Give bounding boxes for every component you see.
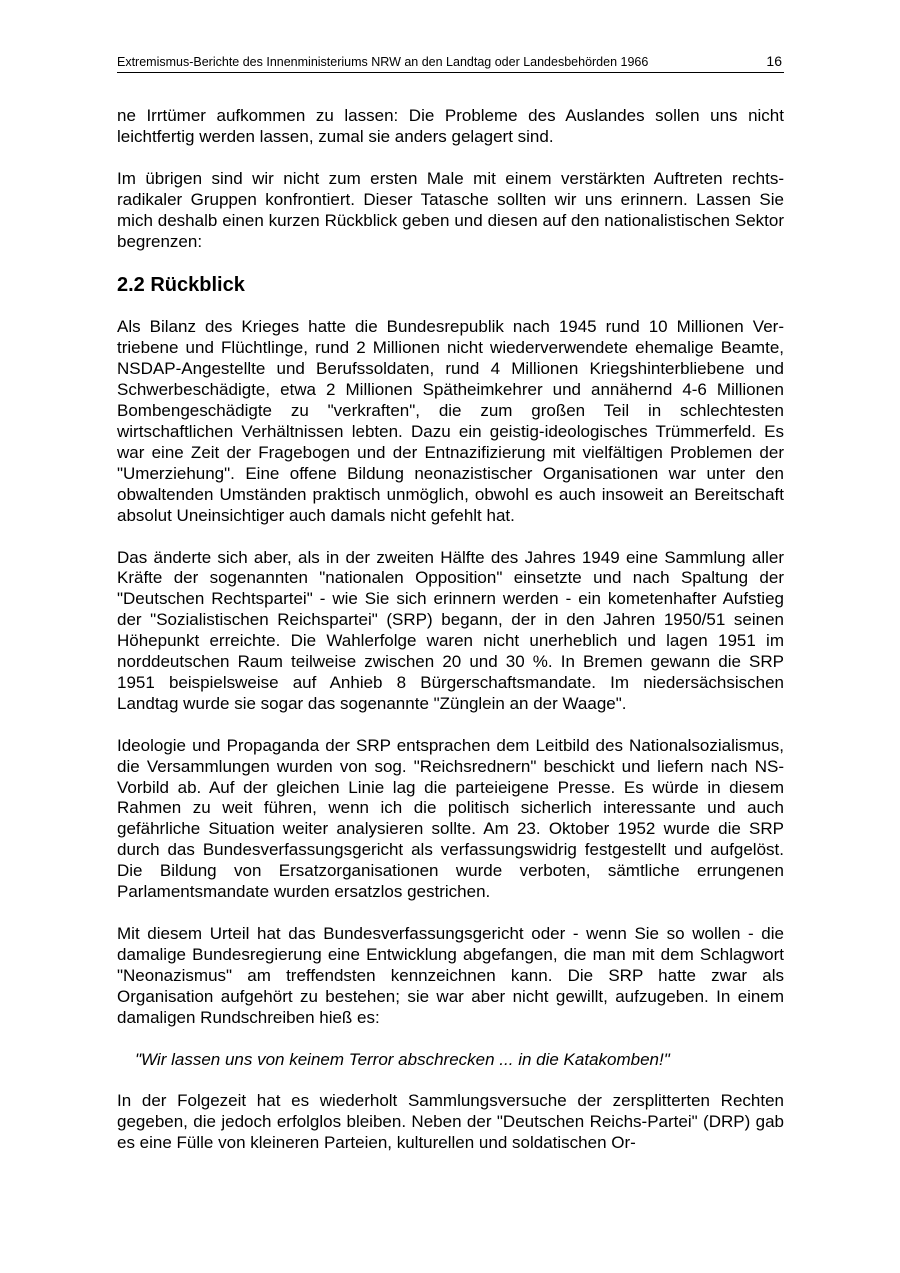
block-quote: "Wir lassen uns von keinem Terror abschrecken ... in die Katakomben!" (135, 1049, 670, 1069)
paragraph: Ideologie und Propaganda der SRP entsprachen dem Leitbild des Nationalsozialismus, die Versammlungen wurden von sog. "Reichsrednern" beschickt und liefern nach NS-Vorbild ab. Auf der gleichen Linie lag die parteieigene Presse. Es würde in diesem Rahmen zu weit führen, wenn ich die politisch sicherlich interessante und auch gefährliche Situation weiter analysieren sollte. Am 23. Oktober 1952 wurde die SRP durch das Bundesverfassungsgericht als verfassungswidrig festgestellt und aufgelöst. Die Bildung von Ersatzorganisationen wurde verboten, sämtliche errungenen Parlamentsmandate wurden ersatzlos gestrichen. (117, 735, 784, 902)
section-heading: 2.2 Rückblick (117, 274, 245, 297)
document-title: Extremismus-Berichte des Innenministeriums NRW an den Landtag oder Landesbehörden 1966 (117, 55, 649, 69)
document-body (117, 106, 784, 1175)
paragraph: ne Irrtümer aufkommen zu lassen: Die Probleme des Auslandes sollen uns nicht leichtfertig werden lassen, zumal sie anders gelagert sind. (117, 106, 784, 146)
page-header (117, 54, 784, 73)
paragraph: Mit diesem Urteil hat das Bundesverfassungsgericht oder - wenn Sie so wollen - die damalige Bundesregierung eine Entwicklung abgefangen, die man mit dem Schlagwort "Neonazismus" am treffendsten kennzeichnen kann. Die SRP hatte zwar als Organisation aufgehört zu bestehen; sie war aber nicht gewillt, aufzugeben. In einem damaligen Rundschreiben hieß es: (117, 924, 784, 1027)
paragraph: In der Folgezeit hat es wiederholt Sammlungsversuche der zersplitterten Rechten gegeben, die jedoch erfolglos bleiben. Neben der "Deutschen Reichs-Partei" (DRP) gab es eine Fülle von kleineren Parteien, kulturellen und soldatischen Or- (117, 1091, 784, 1153)
paragraph: Im übrigen sind wir nicht zum ersten Male mit einem verstärkten Auftreten rechtsradikaler Gruppen konfrontiert. Dieser Tatasche sollten wir uns erinnern. Lassen Sie mich deshalb einen kurzen Rückblick geben und diesen auf den nationalistischen Sektor begrenzen: (117, 168, 784, 251)
page-number: 16 (766, 53, 782, 69)
paragraph: Als Bilanz des Krieges hatte die Bundesrepublik nach 1945 rund 10 Millionen Vertriebene und Flüchtlinge, rund 2 Millionen nicht wiederverwendete ehemalige Beamte, NSDAP-Angestellte und Berufssoldaten, rund 4 Millionen Kriegshinterbliebene und Schwerbeschädigte, etwa 2 Millionen Spätheimkehrer und annähernd 4-6 Millionen Bombengeschädigte zu "verkraften", die zum großen Teil in schlechtesten wirtschaftlichen Verhältnissen lebten. Dazu ein geistig-ideologisches Trümmerfeld. Es war eine Zeit der Fragebogen und der Entnazifizierung mit vielfältigen Problemen der "Umerziehung". Eine offene Bildung neonazistischer Organisationen war unter den obwaltenden Umständen praktisch unmöglich, obwohl es auch insoweit an Bereitschaft absolut Uneinsichtiger auch damals nicht gefehlt hat. (117, 317, 784, 525)
paragraph: Das änderte sich aber, als in der zweiten Hälfte des Jahres 1949 eine Sammlung aller Kräfte der sogenannten "nationalen Opposition" einsetzte und nach Spaltung der "Deutschen Rechtspartei" - wie Sie sich erinnern werden - ein kometenhafter Aufstieg der "Sozialistischen Reichspartei" (SRP) begann, der in den Jahren 1950/51 seinen Höhepunkt erreichte. Die Wahlerfolge waren nicht unerheblich und lagen 1951 im norddeutschen Raum teilweise zwischen 20 und 30 %. In Bremen gewann die SRP 1951 beispielsweise auf Anhieb 8 Bürgerschaftsmandate. Im niedersächsischen Landtag wurde sie sogar das sogenannte "Zünglein an der Waage". (117, 547, 784, 713)
